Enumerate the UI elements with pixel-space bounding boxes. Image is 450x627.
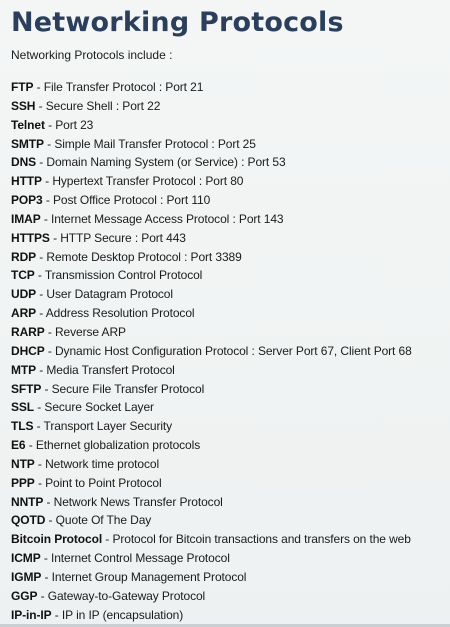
protocol-separator: - [44, 324, 55, 339]
protocol-separator: - [34, 456, 46, 471]
protocol-separator: - [40, 211, 51, 226]
protocol-description: Dynamic Host Configuration Protocol : Server Port 67, Client Port 68 [54, 343, 412, 358]
protocol-item [11, 116, 442, 135]
protocol-description: IP in IP (encapsulation) [61, 607, 184, 622]
protocol-separator: - [41, 174, 53, 189]
protocol-separator: - [44, 343, 55, 358]
protocol-description: Address Resolution Protocol [45, 306, 195, 321]
protocol-separator: - [36, 362, 47, 377]
protocol-separator: - [42, 193, 53, 208]
protocol-separator: - [41, 569, 52, 584]
protocol-item [11, 191, 442, 210]
protocol-separator: - [44, 117, 56, 132]
protocol-abbr: SMTP [11, 136, 44, 151]
protocol-description: Remote Desktop Protocol : Port 3389 [46, 249, 242, 264]
protocol-abbr: TLS [11, 419, 34, 434]
protocol-description: Media Transfert Protocol [46, 362, 175, 377]
protocol-abbr: Bitcoin Protocol [11, 532, 103, 547]
protocol-separator: - [34, 268, 45, 283]
protocol-abbr: TCP [11, 268, 35, 283]
protocol-separator: - [36, 306, 46, 321]
protocol-list [11, 78, 442, 624]
protocol-description: Reverse ARP [54, 324, 126, 339]
protocol-description: Quote Of The Day [55, 513, 152, 528]
protocol-description: Domain Naming System (or Service) : Port 53 [46, 155, 286, 170]
protocol-item [11, 587, 442, 606]
protocol-description: Transmission Control Protocol [44, 268, 203, 283]
protocol-separator: - [36, 155, 47, 170]
protocol-description: File Transfer Protocol : Port 21 [43, 80, 204, 94]
protocol-description: Port 23 [55, 117, 94, 132]
protocol-item [11, 361, 442, 380]
protocol-description: Protocol for Bitcoin transactions and transfers on the web [112, 532, 411, 547]
protocol-item [11, 153, 442, 172]
protocol-description: Secure Socket Layer [44, 400, 154, 415]
intro-text: Networking Protocols include : [11, 48, 173, 62]
protocol-item [11, 398, 442, 417]
protocol-description: Transport Layer Security [43, 419, 173, 434]
protocol-abbr: MTP [11, 362, 37, 377]
protocol-separator: - [43, 136, 55, 151]
protocol-abbr: IP-in-IP [11, 607, 52, 622]
protocol-item [11, 97, 442, 116]
protocol-separator: - [33, 419, 44, 434]
protocol-abbr: DNS [11, 155, 37, 170]
protocol-separator: - [36, 287, 47, 302]
protocol-abbr: IMAP [11, 211, 41, 226]
protocol-abbr: GGP [11, 588, 38, 603]
protocol-item [11, 266, 442, 285]
protocol-abbr: E6 [11, 438, 26, 453]
protocol-abbr: RDP [11, 249, 37, 264]
protocol-item [11, 606, 442, 625]
protocol-description: Post Office Protocol : Port 110 [53, 193, 211, 208]
protocol-abbr: HTTPS [11, 230, 50, 245]
protocol-separator: - [33, 80, 44, 94]
protocol-item [11, 210, 442, 229]
protocol-separator: - [34, 475, 46, 490]
protocol-description: Point to Point Protocol [45, 475, 162, 490]
protocol-item [11, 304, 442, 323]
protocol-abbr: FTP [11, 80, 34, 94]
protocol-description: Secure Shell : Port 22 [45, 98, 161, 113]
protocol-description: Internet Group Management Protocol [51, 569, 247, 584]
protocol-item [11, 380, 442, 399]
protocol-description: Network time protocol [45, 456, 160, 471]
protocol-item [11, 530, 442, 549]
protocol-item [11, 78, 442, 97]
protocol-separator: - [40, 551, 51, 566]
protocol-abbr: SFTP [11, 381, 42, 396]
protocol-abbr: ARP [11, 306, 37, 321]
protocol-item [11, 323, 442, 342]
protocol-separator: - [36, 249, 47, 264]
protocol-item [11, 172, 442, 191]
protocol-separator: - [102, 532, 113, 547]
protocol-description: Hypertext Transfer Protocol : Port 80 [52, 174, 244, 189]
protocol-abbr: ICMP [11, 551, 41, 566]
protocol-abbr: POP3 [11, 193, 43, 208]
protocol-item [11, 474, 442, 493]
protocol-description: Internet Control Message Protocol [50, 551, 230, 566]
protocol-item [11, 568, 442, 587]
protocol-separator: - [49, 230, 61, 245]
protocol-abbr: SSH [11, 98, 36, 113]
protocol-description: Simple Mail Transfer Protocol : Port 25 [54, 136, 256, 151]
protocol-separator: - [35, 98, 46, 113]
protocol-separator: - [41, 381, 52, 396]
protocol-item [11, 455, 442, 474]
protocol-description: Gateway-to-Gateway Protocol [47, 588, 206, 603]
protocol-separator: - [34, 400, 45, 415]
protocol-separator: - [37, 588, 48, 603]
protocol-item [11, 248, 442, 267]
protocol-item [11, 285, 442, 304]
protocol-abbr: NTP [11, 456, 35, 471]
protocol-abbr: UDP [11, 287, 37, 302]
protocol-abbr: IGMP [11, 569, 42, 584]
protocol-description: Network News Transfer Protocol [53, 494, 223, 509]
protocol-item [11, 511, 442, 530]
protocol-abbr: PPP [11, 475, 35, 490]
protocol-separator: - [51, 607, 62, 622]
page-title: Networking Protocols [11, 7, 344, 38]
protocol-description: User Datagram Protocol [46, 287, 173, 302]
protocol-abbr: NNTP [11, 494, 44, 509]
protocol-description: Internet Message Access Protocol : Port 143 [50, 211, 284, 226]
protocol-abbr: Telnet [11, 117, 45, 132]
protocol-item [11, 549, 442, 568]
protocol-description: HTTP Secure : Port 443 [60, 230, 186, 245]
protocol-item [11, 436, 442, 455]
protocol-item [11, 493, 442, 512]
protocol-abbr: QOTD [11, 513, 46, 528]
protocol-separator: - [25, 438, 36, 453]
protocol-abbr: HTTP [11, 174, 42, 189]
protocol-item [11, 229, 442, 248]
protocol-separator: - [45, 513, 56, 528]
protocol-abbr: SSL [11, 400, 35, 415]
protocol-abbr: RARP [11, 324, 45, 339]
protocol-separator: - [43, 494, 54, 509]
protocol-abbr: DHCP [11, 343, 45, 358]
protocol-item [11, 135, 442, 154]
protocol-item [11, 342, 442, 361]
protocol-item [11, 417, 442, 436]
protocol-description: Ethernet globalization protocols [35, 438, 201, 453]
protocol-description: Secure File Transfer Protocol [51, 381, 205, 396]
